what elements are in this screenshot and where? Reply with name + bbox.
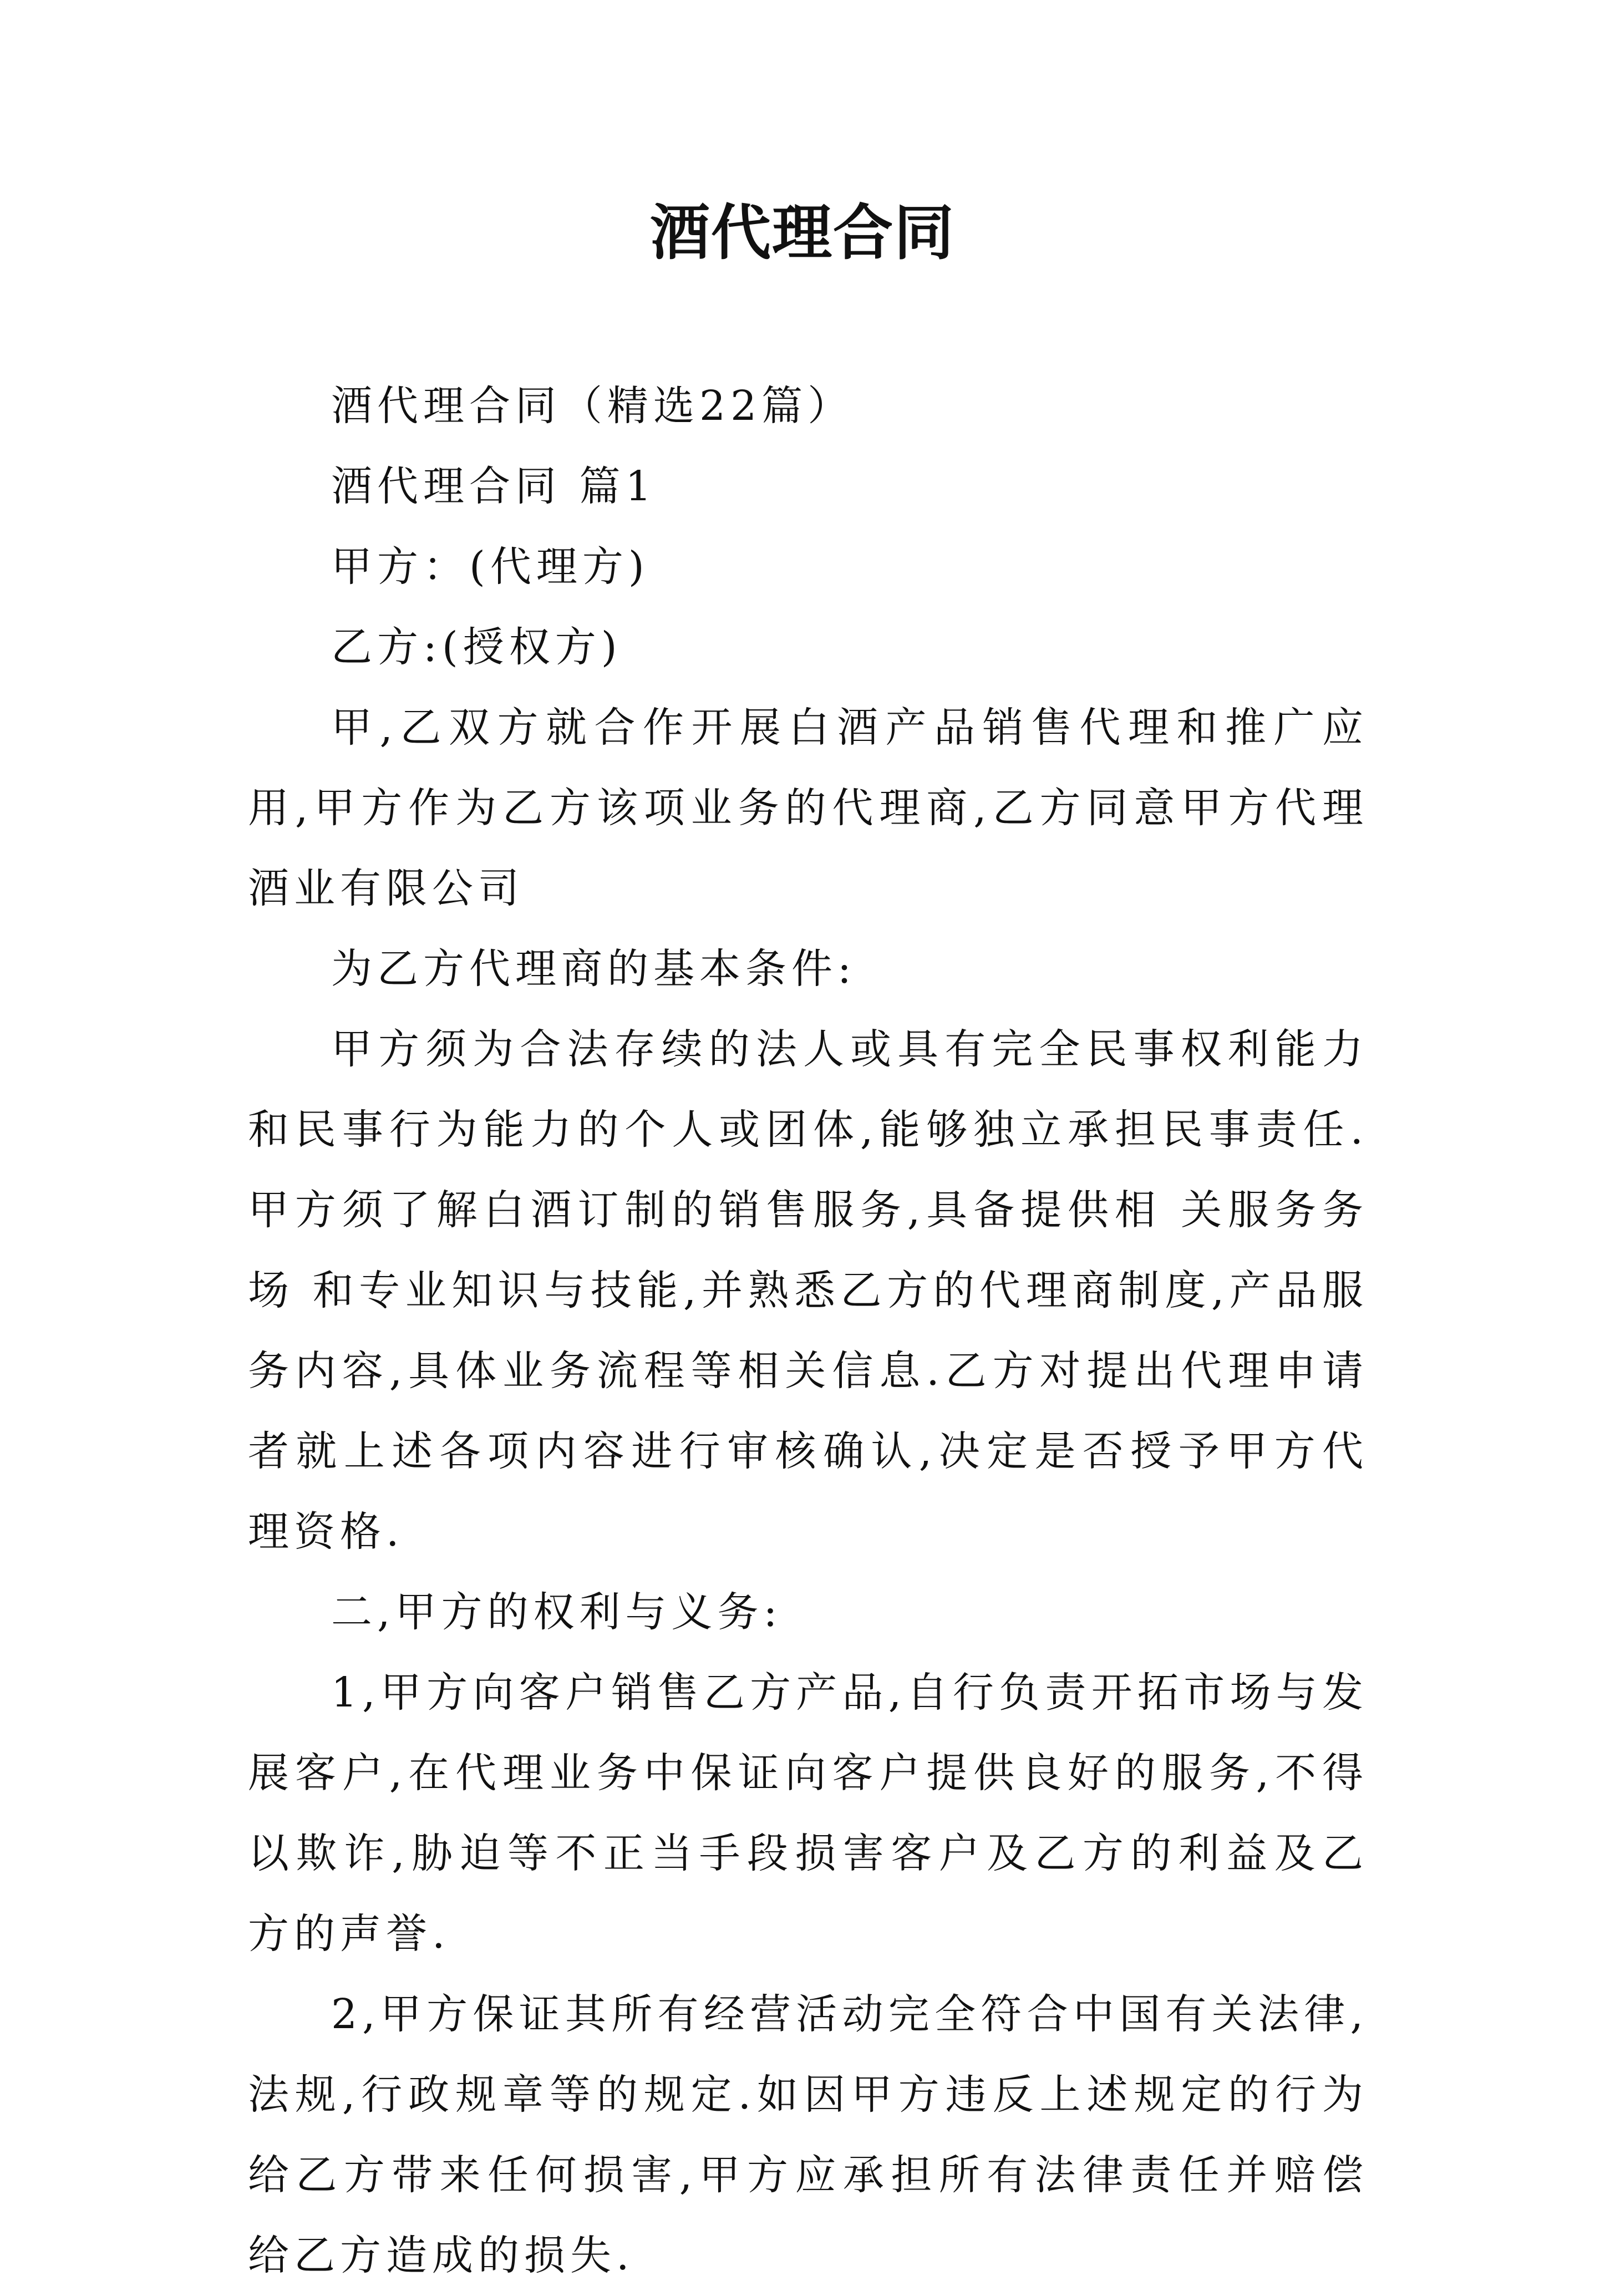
paragraph-basic-conditions-heading: 为乙方代理商的基本条件:: [331, 945, 856, 993]
paragraph-clause-1: 1,甲方向客户销售乙方产品,自行负责开拓市场与发展客户,在代理业务中保证向客户提供良好的服务,不得以欺诈,胁迫等不正当手段损害客户及乙方的利益及乙方的声誉.: [248, 1669, 1368, 1958]
document-title: 酒代理合同: [649, 198, 955, 268]
paragraph-party-b: 乙方:(授权方): [331, 623, 622, 671]
paragraph-basic-conditions: 甲方须为合法存续的法人或具有完全民事权利能力和民事行为能力的个人或团体,能够独立承担民事责任.甲方须了解白酒订制的销售服务,具备提供相 关服务务场 和专业知识与技能,并熟悉乙方的代理商制度,产品服务内容,具体业务流程等相关信息.乙方对提出代理申请者就上述各项内容进行审核确认,决定是否授予甲方代理资格.: [248, 1025, 1368, 1556]
paragraph-party-a: 甲方：(代理方): [331, 543, 649, 591]
paragraph-clause-2: 2,甲方保证其所有经营活动完全符合中国有关法律,法规,行政规章等的规定.如因甲方违反上述规定的行为给乙方带来任何损害,甲方应承担所有法律责任并赔偿给乙方造成的损失.: [248, 1990, 1368, 2279]
document-body: [248, 366, 1368, 2296]
paragraph-article-heading: 酒代理合同 篇1: [331, 463, 657, 510]
paragraph-rights-heading: 二,甲方的权利与义务:: [331, 1588, 783, 1636]
paragraph-agreement-intro: 甲,乙双方就合作开展白酒产品销售代理和推广应用,甲方作为乙方该项业务的代理商,乙方同意甲方代理酒业有限公司: [248, 704, 1368, 912]
paragraph-collection-title: 酒代理合同（精选22篇）: [331, 382, 854, 430]
